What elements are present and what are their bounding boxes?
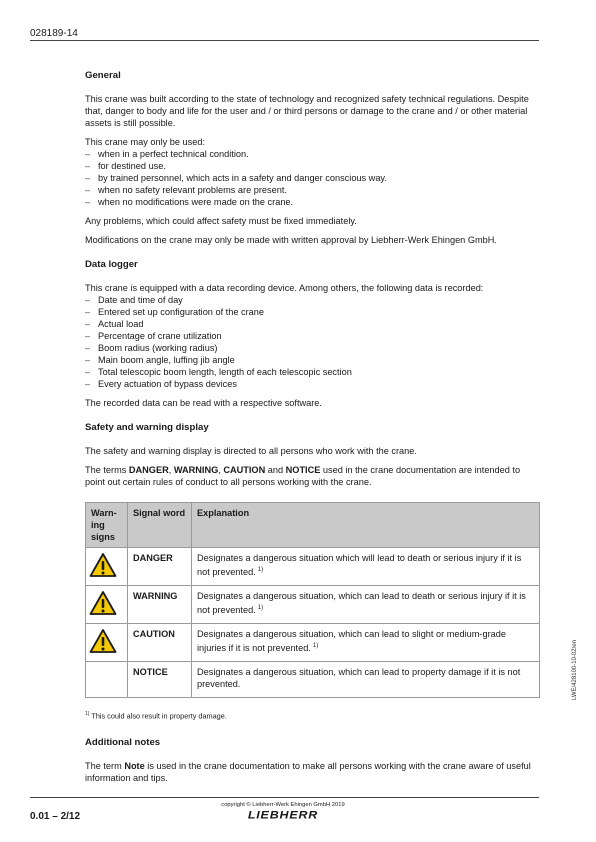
- general-paragraph-4: Modifications on the crane may only be made with written approval by Liebherr-Werk Ehingen GmbH.: [85, 235, 497, 245]
- liebherr-logo: LIEBHERR: [247, 808, 319, 822]
- signal-word: WARNING: [128, 586, 192, 624]
- side-document-code: LWE/428100-10-02/en: [572, 640, 578, 700]
- list-item: – Actual load: [85, 318, 540, 330]
- text-run: is used in the crane documentation to make all persons working with the crane aware of useful information and tips.: [85, 761, 531, 784]
- header-divider: [30, 40, 539, 41]
- general-paragraph-2: This crane may only be used:: [85, 137, 206, 147]
- footnote-reference: 1): [312, 643, 319, 649]
- signal-word: DANGER: [128, 548, 192, 586]
- term-warning: WARNING: [173, 465, 219, 475]
- general-paragraph-3: Any problems, which could affect safety must be fixed immediately.: [85, 216, 357, 226]
- explanation-text: Designates a dangerous situation, which can lead to slight or medium-grade injuries if it is not prevented.: [197, 629, 506, 654]
- table-header-row: [86, 503, 540, 548]
- list-item: – for destined use.: [85, 160, 540, 172]
- footnote-text: This could also result in property damage.: [91, 711, 227, 721]
- explanation: [192, 586, 540, 624]
- document-number: 028189-14: [30, 28, 78, 39]
- copyright-notice: copyright © Liebherr-Werk Ehingen GmbH 2019: [221, 802, 345, 808]
- general-paragraph-1: This crane was built according to the state of technology and recognized safety technical regulations. Despite that, danger to body and life for the user and / or third persons or damage to the crane and / or other material assets is still possible.: [85, 94, 529, 128]
- header-warning-signs: Warn-ing signs: [86, 503, 128, 548]
- footnote-mark: 1): [85, 711, 90, 717]
- usage-conditions-list: [85, 148, 540, 208]
- header-explanation: Explanation: [192, 503, 540, 548]
- signal-word: CAUTION: [128, 624, 192, 662]
- recorded-data-list: [85, 294, 540, 390]
- list-item: – Boom radius (working radius): [85, 342, 540, 354]
- page-content: [85, 70, 540, 791]
- warning-sign-cell: [86, 662, 128, 698]
- text-run: used in the crane documentation are intended to point out certain rules of conduct to all persons working with the crane.: [85, 465, 521, 487]
- list-item: – when no safety relevant problems are present.: [85, 184, 540, 196]
- warning-triangle-icon: [89, 628, 117, 654]
- datalogger-paragraph-2: The recorded data can be read with a respective software.: [85, 398, 322, 408]
- table-row: [86, 548, 540, 586]
- list-item: – Percentage of crane utilization: [85, 330, 540, 342]
- text-run: ,: [218, 465, 224, 475]
- safety-paragraph-1: The safety and warning display is directed to all persons who work with the crane.: [85, 446, 417, 456]
- page-number: 0.01 – 2/12: [30, 811, 81, 822]
- explanation: [192, 662, 540, 698]
- footnote-reference: 1): [257, 605, 264, 611]
- list-item: – Main boom angle, luffing jib angle: [85, 354, 540, 366]
- list-item: – Entered set up configuration of the crane: [85, 306, 540, 318]
- warning-triangle-icon: [89, 590, 117, 616]
- text-run: The term: [85, 761, 125, 772]
- list-item: – Date and time of day: [85, 294, 540, 306]
- explanation-text: Designates a dangerous situation, which can lead to death or serious injury if it is not prevented.: [197, 591, 526, 616]
- notes-paragraph: [85, 760, 540, 784]
- list-item: – by trained personnel, which acts in a safety and danger conscious way.: [85, 172, 540, 184]
- datalogger-paragraph-1: This crane is equipped with a data recording device. Among others, the following data is recorded:: [85, 283, 484, 293]
- signal-word: NOTICE: [128, 662, 192, 698]
- warning-sign-cell: [86, 624, 128, 662]
- list-item: – Every actuation of bypass devices: [85, 378, 540, 390]
- explanation: [192, 548, 540, 586]
- list-item: – when no modifications were made on the crane.: [85, 196, 540, 208]
- warning-triangle-icon: [89, 552, 117, 578]
- term-note: Note: [124, 761, 145, 772]
- explanation: [192, 624, 540, 662]
- list-item: – when in a perfect technical condition.: [85, 148, 540, 160]
- text-run: ,: [168, 465, 174, 475]
- list-item: – Total telescopic boom length, length of each telescopic section: [85, 366, 540, 378]
- table-footnote: [85, 708, 540, 722]
- signal-word-table: [85, 502, 540, 698]
- table-row: [86, 662, 540, 698]
- table-row: [86, 624, 540, 662]
- explanation-text: Designates a dangerous situation which will lead to death or serious injury if it is not prevented.: [197, 553, 522, 578]
- warning-sign-cell: [86, 586, 128, 624]
- text-run: and: [265, 465, 286, 475]
- warning-sign-cell: [86, 548, 128, 586]
- general-heading: General: [85, 70, 121, 81]
- datalogger-heading: Data logger: [85, 259, 138, 270]
- safety-heading: Safety and warning display: [85, 422, 209, 433]
- table-row: [86, 586, 540, 624]
- explanation-text: Designates a dangerous situation, which can lead to property damage if it is not prevented.: [197, 667, 521, 689]
- additional-notes-heading: Additional notes: [85, 737, 161, 749]
- safety-paragraph-2: [85, 464, 540, 488]
- footer-divider: [30, 797, 539, 798]
- term-danger: DANGER: [128, 465, 169, 475]
- term-caution: CAUTION: [223, 465, 266, 475]
- term-notice: NOTICE: [285, 465, 321, 475]
- footnote-reference: 1): [257, 567, 264, 573]
- header-signal-word: Signal word: [128, 503, 192, 548]
- text-run: The terms: [85, 465, 129, 475]
